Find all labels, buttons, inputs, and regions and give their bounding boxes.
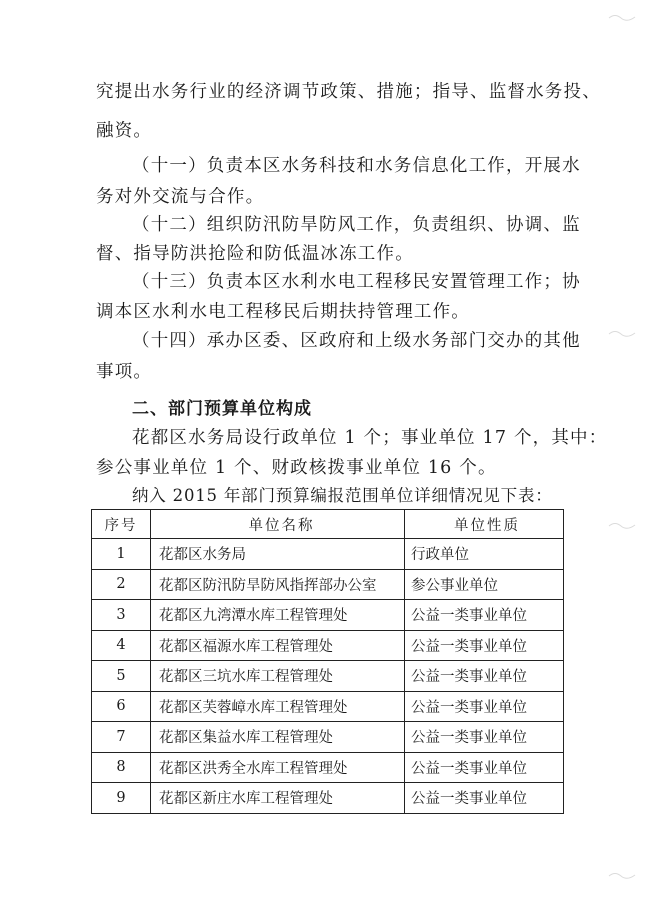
- scan-mark: [608, 328, 636, 338]
- unit-type: 公益一类事业单位: [405, 752, 564, 783]
- table-row: [92, 691, 564, 722]
- serial-number: 9: [92, 783, 151, 814]
- scan-mark: [608, 520, 636, 530]
- serial-number: 6: [92, 691, 151, 722]
- unit-name: 花都区九湾潭水库工程管理处: [151, 600, 405, 631]
- unit-type: 行政单位: [405, 539, 564, 570]
- serial-number: 2: [92, 569, 151, 600]
- unit-name: 花都区新庄水库工程管理处: [151, 783, 405, 814]
- table-row: [92, 630, 564, 661]
- serial-number: 3: [92, 600, 151, 631]
- unit-type: 公益一类事业单位: [405, 630, 564, 661]
- table-header-row: [92, 510, 564, 539]
- table-row: [92, 722, 564, 753]
- scan-mark: [608, 870, 636, 880]
- paragraph-line: 督、指导防洪抢险和防低温冰冻工作。: [96, 244, 414, 264]
- header-unit-type: 单位性质: [405, 510, 564, 539]
- table-caption: 纳入 2015 年部门预算编报范围单位详细情况见下表：: [132, 486, 553, 505]
- table-row: [92, 752, 564, 783]
- unit-name: 花都区集益水库工程管理处: [151, 722, 405, 753]
- unit-name: 花都区三坑水库工程管理处: [151, 661, 405, 692]
- unit-type: 公益一类事业单位: [405, 600, 564, 631]
- unit-name: 花都区芙蓉嶂水库工程管理处: [151, 691, 405, 722]
- body-line: 花都区水务局设行政单位 1 个；事业单位 17 个，其中：: [132, 428, 608, 448]
- unit-type: 参公事业单位: [405, 569, 564, 600]
- unit-name: 花都区福源水库工程管理处: [151, 630, 405, 661]
- unit-type: 公益一类事业单位: [405, 661, 564, 692]
- paragraph-line: （十二）组织防汛防旱防风工作，负责组织、协调、监: [132, 215, 581, 235]
- paragraph-line: （十一）负责本区水务科技和水务信息化工作，开展水: [132, 156, 581, 176]
- unit-type: 公益一类事业单位: [405, 691, 564, 722]
- serial-number: 8: [92, 752, 151, 783]
- paragraph-line: 究提出水务行业的经济调节政策、措施；指导、监督水务投、: [96, 82, 601, 102]
- serial-number: 7: [92, 722, 151, 753]
- unit-type: 公益一类事业单位: [405, 722, 564, 753]
- unit-type: 公益一类事业单位: [405, 783, 564, 814]
- paragraph-line: （十四）承办区委、区政府和上级水务部门交办的其他: [132, 331, 581, 351]
- paragraph-line: 务对外交流与合作。: [96, 187, 265, 207]
- body-line: 参公事业单位 1 个、财政核拨事业单位 16 个。: [96, 458, 497, 478]
- header-unit-name: 单位名称: [151, 510, 405, 539]
- table-row: [92, 569, 564, 600]
- header-serial-number: 序号: [92, 510, 151, 539]
- paragraph-line: （十三）负责本区水利水电工程移民安置管理工作；协: [132, 272, 581, 292]
- unit-name: 花都区防汛防旱防风指挥部办公室: [151, 569, 405, 600]
- paragraph-line: 调本区水利水电工程移民后期扶持管理工作。: [96, 302, 470, 322]
- section-heading: 二、部门预算单位构成: [132, 399, 312, 419]
- table-row: [92, 783, 564, 814]
- scan-mark: [608, 12, 636, 22]
- paragraph-line: 融资。: [96, 121, 153, 141]
- serial-number: 5: [92, 661, 151, 692]
- table-row: [92, 600, 564, 631]
- table-row: [92, 539, 564, 570]
- paragraph-line: 事项。: [96, 362, 153, 382]
- budget-units-table: [91, 509, 564, 814]
- unit-name: 花都区洪秀全水库工程管理处: [151, 752, 405, 783]
- unit-name: 花都区水务局: [151, 539, 405, 570]
- serial-number: 4: [92, 630, 151, 661]
- table-row: [92, 661, 564, 692]
- serial-number: 1: [92, 539, 151, 570]
